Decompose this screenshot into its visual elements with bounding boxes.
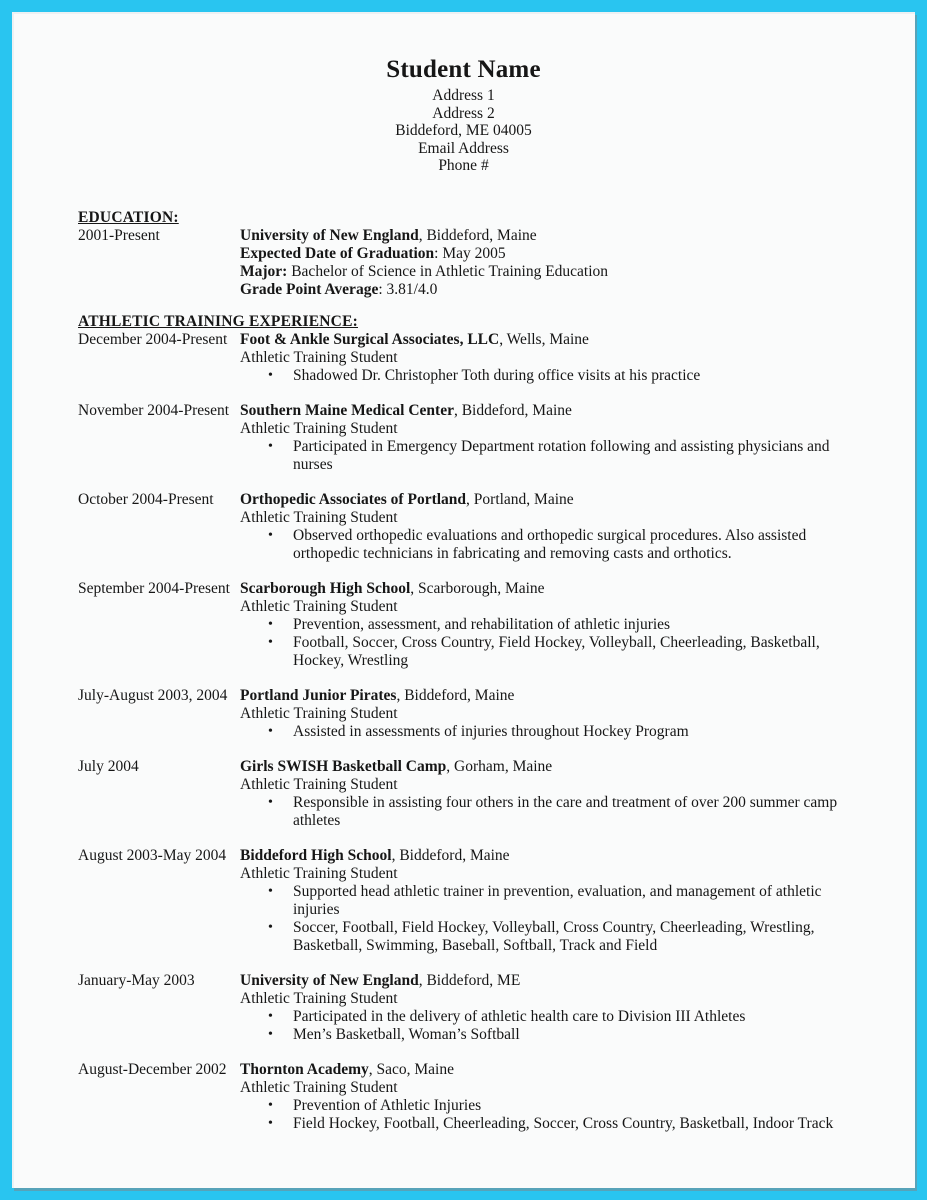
experience-bullet [240, 1115, 870, 1133]
experience-role: Athletic Training Student [240, 508, 398, 526]
experience-details [240, 1061, 870, 1133]
experience-org-line [240, 758, 870, 776]
experience-org-line [240, 847, 870, 865]
experience-details [240, 491, 870, 563]
education-details [240, 227, 870, 299]
education-gpa-line [240, 281, 870, 299]
experience-org-line [240, 687, 870, 705]
experience-role: Athletic Training Student [240, 419, 398, 437]
experience-date: August-December 2002 [78, 1060, 227, 1078]
bullet-text: Assisted in assessments of injuries throughout Hockey Program [293, 722, 689, 740]
bullet-icon: • [268, 438, 273, 454]
education-gpa-label: Grade Point Average [240, 280, 379, 298]
experience-org-name: Scarborough High School [240, 579, 411, 597]
experience-org-name: Portland Junior Pirates [240, 686, 397, 704]
education-section [78, 209, 870, 299]
experience-details [240, 972, 870, 1044]
experience-role: Athletic Training Student [240, 989, 398, 1007]
education-graduation-label: Expected Date of Graduation [240, 244, 435, 262]
education-date: 2001-Present [78, 226, 160, 244]
experience-entry [78, 847, 870, 955]
experience-details [240, 331, 870, 385]
experience-date: July 2004 [78, 757, 139, 775]
experience-org-line [240, 580, 870, 598]
education-major-line [240, 263, 870, 281]
experience-org-name: Girls SWISH Basketball Camp [240, 757, 447, 775]
experience-org-location: , Biddeford, Maine [396, 686, 515, 704]
experience-org-name: Southern Maine Medical Center [240, 401, 454, 419]
education-heading: EDUCATION: [78, 208, 179, 226]
experience-role: Athletic Training Student [240, 1078, 398, 1096]
experience-details [240, 402, 870, 474]
education-major-value: Bachelor of Science in Athletic Training Education [287, 262, 609, 280]
experience-details [240, 847, 870, 955]
experience-bullet [240, 634, 870, 670]
bullet-icon: • [268, 634, 273, 650]
experience-org-location: , Biddeford, Maine [391, 846, 510, 864]
bullet-icon: • [268, 616, 273, 632]
address-line-city: Biddeford, ME 04005 [395, 122, 532, 139]
bullet-text: Soccer, Football, Field Hockey, Volleyball, Cross Country, Cheerleading, Wrestling, Basketball, Swimming, Baseball, Softball, Track and Field [293, 918, 815, 954]
experience-org-line [240, 402, 870, 420]
experience-role: Athletic Training Student [240, 704, 398, 722]
experience-date: December 2004-Present [78, 330, 228, 348]
bullet-icon: • [268, 1026, 273, 1042]
bullet-text: Participated in Emergency Department rotation following and assisting physicians and nurses [293, 437, 830, 473]
experience-org-location: , Biddeford, Maine [453, 401, 572, 419]
experience-date: September 2004-Present [78, 579, 230, 597]
experience-org-line [240, 1061, 870, 1079]
experience-entry [78, 331, 870, 385]
experience-bullet [240, 616, 870, 634]
experience-entry [78, 1061, 870, 1133]
experience-org-name: Foot & Ankle Surgical Associates, LLC [240, 330, 500, 348]
experience-bullet [240, 1026, 870, 1044]
resume-document [12, 12, 915, 1188]
experience-bullet [240, 723, 870, 741]
experience-bullet [240, 1097, 870, 1115]
experience-bullet [240, 794, 870, 830]
experience-date: January-May 2003 [78, 971, 195, 989]
experience-entry [78, 491, 870, 563]
experience-bullet [240, 919, 870, 955]
experience-org-name: Thornton Academy [240, 1060, 369, 1078]
resume-header [12, 56, 915, 175]
experience-date: November 2004-Present [78, 401, 230, 419]
education-gpa-value: : 3.81/4.0 [378, 280, 438, 298]
experience-details [240, 580, 870, 670]
bullet-text: Participated in the delivery of athletic health care to Division III Athletes [293, 1007, 746, 1025]
experience-org-location: , Portland, Maine [466, 490, 574, 508]
experience-role: Athletic Training Student [240, 864, 398, 882]
experience-date: July-August 2003, 2004 [78, 686, 228, 704]
bullet-text: Responsible in assisting four others in the care and treatment of over 200 summer camp athletes [293, 793, 838, 829]
bullet-icon: • [268, 883, 273, 899]
bullet-text: Supported head athletic trainer in prevention, evaluation, and management of athletic injuries [293, 882, 822, 918]
bullet-text: Observed orthopedic evaluations and orthopedic surgical procedures. Also assisted orthopedic technicians in fabricating and removing casts and orthotics. [293, 526, 807, 562]
education-graduation-line [240, 245, 870, 263]
address-line-2: Address 2 [432, 104, 495, 122]
experience-entry [78, 580, 870, 670]
experience-bullet [240, 438, 870, 474]
bullet-text: Prevention of Athletic Injuries [293, 1096, 482, 1114]
address-line-phone: Phone # [438, 157, 489, 174]
experience-entry [78, 972, 870, 1044]
experience-org-location: , Scarborough, Maine [410, 579, 545, 597]
address-line-email: Email Address [418, 139, 509, 157]
education-school-location: , Biddeford, Maine [418, 226, 537, 244]
experience-org-line [240, 331, 870, 349]
bullet-icon: • [268, 919, 273, 935]
student-name: Student Name [386, 56, 541, 83]
bullet-text: Football, Soccer, Cross Country, Field Hockey, Volleyball, Cheerleading, Basketball, Hockey, Wrestling [293, 633, 820, 669]
education-school-name: University of New England [240, 226, 419, 244]
experience-org-location: , Gorham, Maine [446, 757, 553, 775]
experience-org-line [240, 972, 870, 990]
bullet-icon: • [268, 794, 273, 810]
education-graduation-value: : May 2005 [434, 244, 506, 262]
experience-date: October 2004-Present [78, 490, 214, 508]
education-major-label: Major: [240, 262, 288, 280]
experience-entry [78, 402, 870, 474]
experience-details [240, 758, 870, 830]
experience-bullet [240, 527, 870, 563]
experience-details [240, 687, 870, 741]
experience-bullet [240, 367, 870, 385]
experience-org-line [240, 491, 870, 509]
experience-org-name: Biddeford High School [240, 846, 392, 864]
bullet-text: Prevention, assessment, and rehabilitation of athletic injuries [293, 615, 671, 633]
bullet-icon: • [268, 1115, 273, 1131]
bullet-text: Field Hockey, Football, Cheerleading, Soccer, Cross Country, Basketball, Indoor Track [293, 1114, 834, 1132]
bullet-icon: • [268, 367, 273, 383]
bullet-icon: • [268, 1008, 273, 1024]
education-school-line [240, 227, 870, 245]
bullet-text: Men’s Basketball, Woman’s Softball [293, 1025, 520, 1043]
bullet-text: Shadowed Dr. Christopher Toth during office visits at his practice [293, 366, 701, 384]
experience-section [78, 313, 870, 1133]
experience-bullet [240, 1008, 870, 1026]
bullet-icon: • [268, 723, 273, 739]
experience-bullet [240, 883, 870, 919]
bullet-icon: • [268, 1097, 273, 1113]
experience-org-location: , Saco, Maine [368, 1060, 454, 1078]
address-line-1: Address 1 [432, 87, 495, 104]
experience-org-location: , Biddeford, ME [418, 971, 521, 989]
experience-date: August 2003-May 2004 [78, 846, 227, 864]
education-entry [78, 227, 870, 299]
experience-entry [78, 758, 870, 830]
bullet-icon: • [268, 527, 273, 543]
experience-org-name: Orthopedic Associates of Portland [240, 490, 467, 508]
experience-org-name: University of New England [240, 971, 419, 989]
experience-entry [78, 687, 870, 741]
experience-role: Athletic Training Student [240, 597, 398, 615]
experience-role: Athletic Training Student [240, 775, 398, 793]
experience-role: Athletic Training Student [240, 348, 398, 366]
experience-org-location: , Wells, Maine [499, 330, 589, 348]
experience-heading: ATHLETIC TRAINING EXPERIENCE: [78, 312, 358, 330]
